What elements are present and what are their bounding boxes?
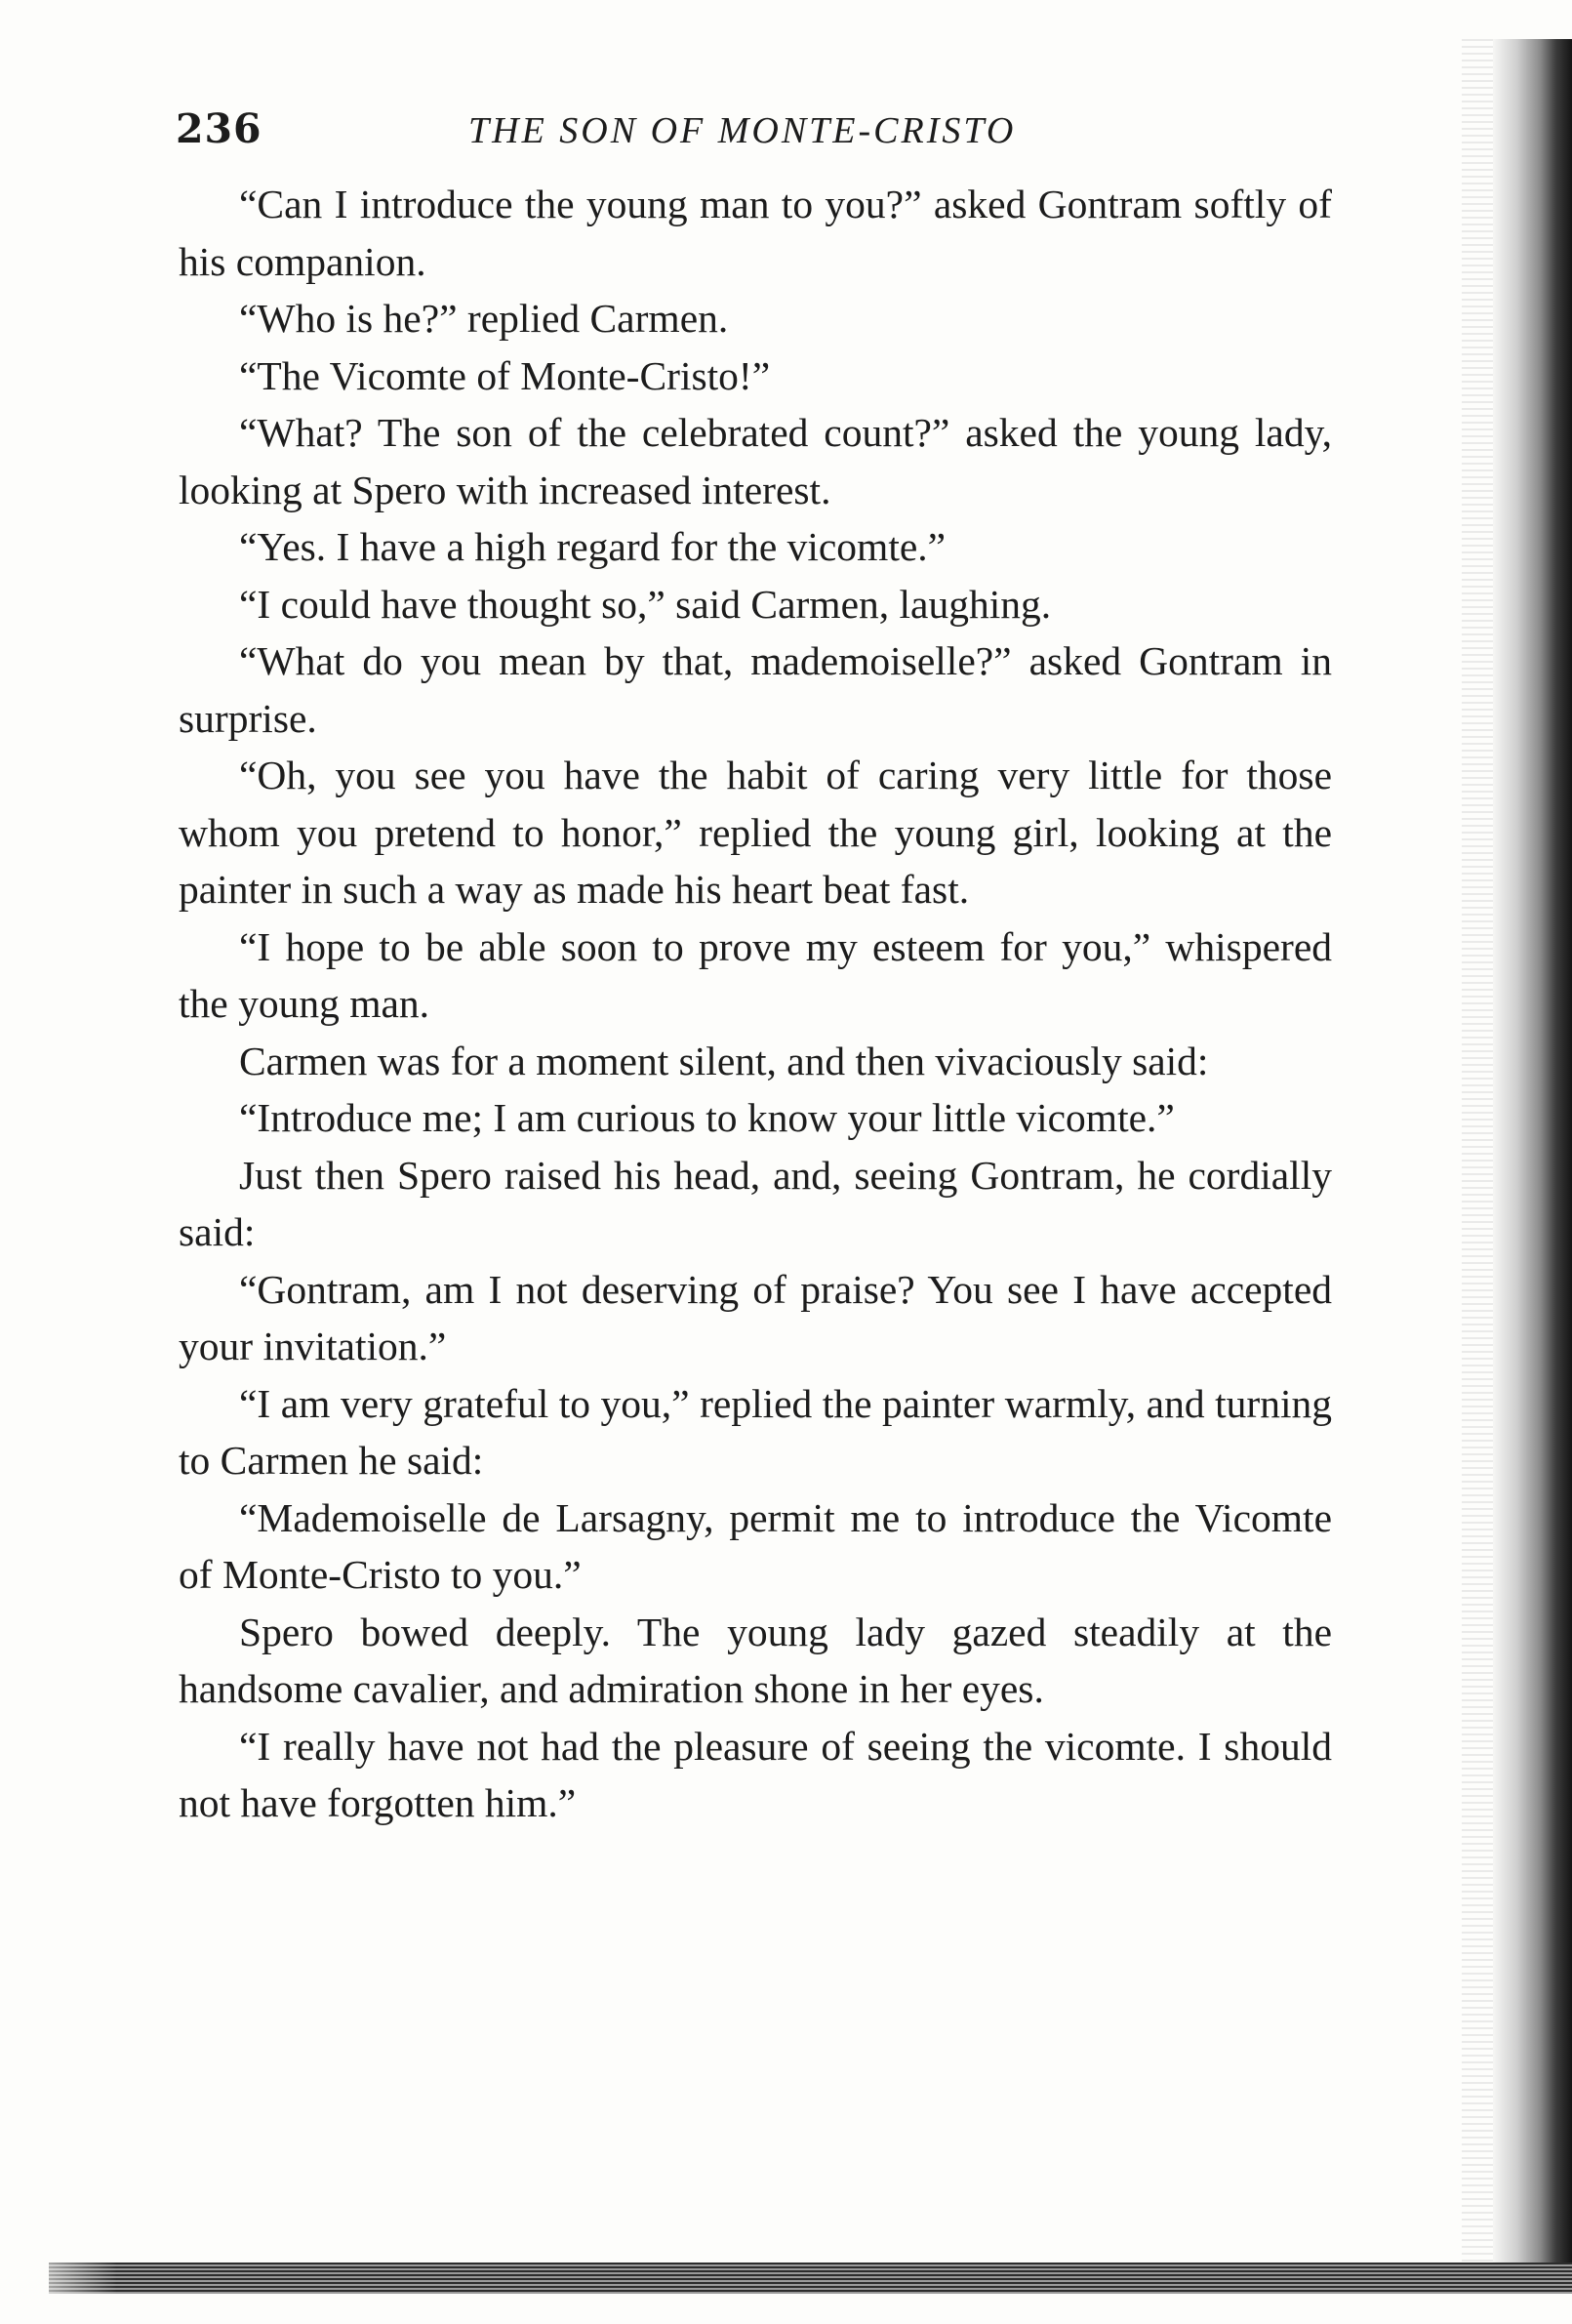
paragraph: “Yes. I have a high regard for the vicomte.” bbox=[239, 524, 947, 569]
paragraph: Just then Spero raised his head, and, seeing Gontram, he cordially said: bbox=[179, 1152, 1332, 1254]
body-text bbox=[179, 176, 1332, 1832]
paragraph: “I really have not had the pleasure of seeing the vicomte. I should not have forgotten him.” bbox=[179, 1723, 1332, 1825]
page-header bbox=[176, 105, 1322, 164]
paragraph: “Oh, you see you have the habit of caring very little for those whom you pretend to honor,” replied the young girl, looking at the painter in such a way as made his heart beat fast. bbox=[179, 753, 1332, 912]
scan-bottom-band-fade bbox=[0, 2263, 117, 2294]
paragraph: Spero bowed deeply. The young lady gazed steadily at the handsome cavalier, and admiration shone in her eyes. bbox=[179, 1609, 1332, 1711]
running-title: THE SON OF MONTE-CRISTO bbox=[468, 110, 1017, 151]
paragraph: “Can I introduce the young man to you?” asked Gontram softly of his companion. bbox=[179, 182, 1332, 284]
paragraph: “Gontram, am I not deserving of praise? You see I have accepted your invitation.” bbox=[179, 1266, 1332, 1368]
paragraph: “What? The son of the celebrated count?” asked the young lady, looking at Spero with increased interest. bbox=[179, 410, 1332, 512]
page-number: 236 bbox=[176, 105, 262, 152]
paragraph: “What do you mean by that, mademoiselle?” asked Gontram in surprise. bbox=[179, 638, 1332, 741]
paragraph: “I hope to be able soon to prove my esteem for you,” whispered the young man. bbox=[179, 923, 1332, 1026]
paragraph: “Introduce me; I am curious to know your little vicomte.” bbox=[239, 1095, 1175, 1140]
paragraph: “Mademoiselle de Larsagny, permit me to introduce the Vicomte of Monte-Cristo to you.” bbox=[179, 1494, 1332, 1597]
paragraph: “Who is he?” replied Carmen. bbox=[239, 296, 729, 341]
paragraph: “I am very grateful to you,” replied the painter warmly, and turning to Carmen he said: bbox=[179, 1380, 1332, 1483]
paragraph: Carmen was for a moment silent, and then vivaciously said: bbox=[239, 1038, 1209, 1083]
paragraph: “I could have thought so,” said Carmen, laughing. bbox=[239, 581, 1052, 627]
page-edge-shadow bbox=[1493, 39, 1572, 2284]
paragraph: “The Vicomte of Monte-Cristo!” bbox=[239, 352, 771, 398]
scan-bottom-band bbox=[49, 2263, 1572, 2294]
